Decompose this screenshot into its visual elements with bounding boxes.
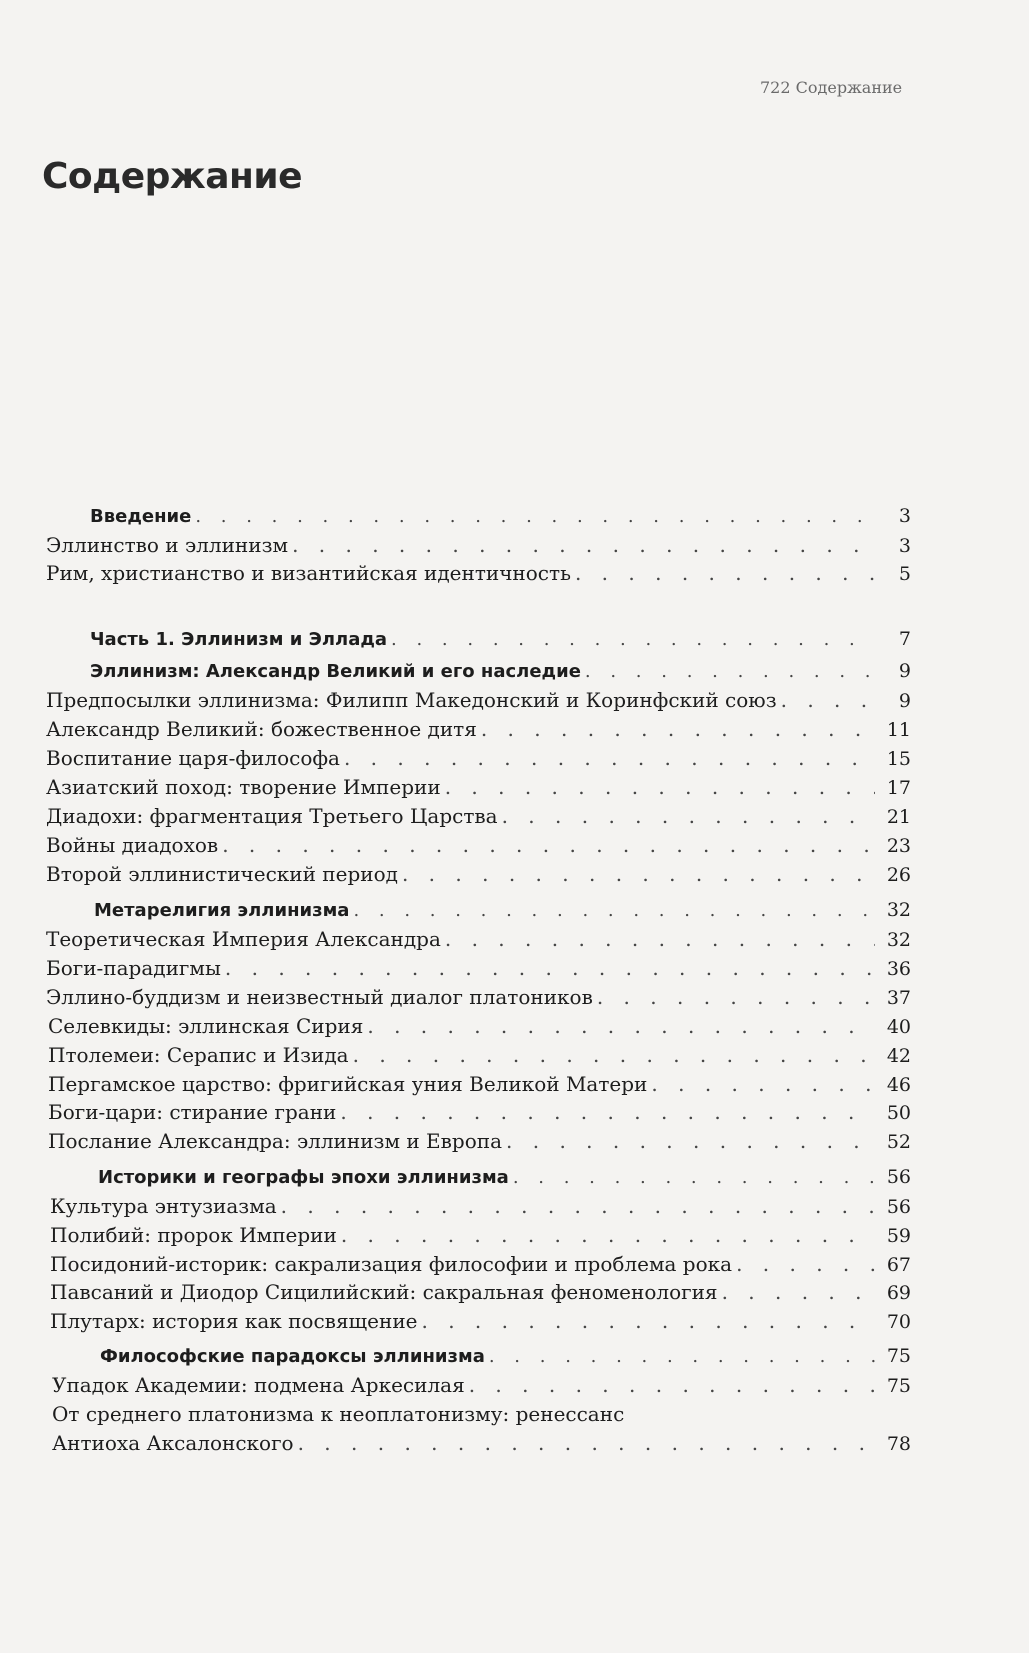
toc-entry-page: 59	[886, 1225, 911, 1247]
toc-entry[interactable]	[50, 1277, 911, 1307]
toc-entry-title: Александр Великий: божественное дитя	[46, 717, 477, 741]
dot-leader	[651, 1069, 875, 1099]
dot-leader	[298, 1428, 875, 1458]
toc-entry-title: Эллино-буддизм и неизвестный диалог платоников	[46, 985, 593, 1009]
toc-entry-page: 36	[886, 958, 911, 980]
dot-leader	[585, 657, 875, 687]
toc-entry[interactable]	[50, 1306, 911, 1336]
toc-entry-title: Рим, христианство и византийская идентичность	[46, 561, 571, 585]
dot-leader	[195, 502, 875, 532]
toc-entry-title: Эллинизм: Александр Великий и его наследие	[90, 661, 581, 682]
dot-leader	[489, 1342, 875, 1372]
toc-entry[interactable]	[46, 801, 911, 831]
toc-entry[interactable]	[46, 830, 911, 860]
toc-entry-page: 11	[886, 719, 911, 741]
toc-entry-page: 21	[886, 806, 911, 828]
toc-entry-title: Плутарх: история как посвящение	[50, 1309, 418, 1333]
toc-entry-page: 56	[886, 1166, 911, 1188]
toc-entry[interactable]	[46, 953, 911, 983]
toc-entry-title: От среднего платонизма к неоплатонизму: ренессанс	[52, 1402, 625, 1426]
toc-entry-page: 75	[886, 1375, 911, 1397]
toc-entry[interactable]	[46, 743, 911, 773]
toc-entry-title: Упадок Академии: подмена Аркесилая	[52, 1373, 465, 1397]
toc-entry[interactable]	[52, 1428, 911, 1458]
toc-entry[interactable]	[94, 895, 911, 925]
toc-entry-page: 32	[886, 899, 911, 921]
toc-entry[interactable]	[52, 1370, 911, 1400]
toc-entry-page: 56	[886, 1196, 911, 1218]
dot-leader	[367, 1011, 875, 1041]
toc-entry-page: 75	[886, 1345, 911, 1367]
toc-entry-title: Диадохи: фрагментация Третьего Царства	[46, 804, 498, 828]
toc-entry-title: Метарелигия эллинизма	[94, 900, 350, 921]
toc-entry-page: 67	[886, 1254, 911, 1276]
dot-leader	[222, 830, 875, 860]
toc-entry-page: 7	[898, 628, 911, 650]
toc-entry[interactable]	[46, 558, 911, 588]
toc-entry-title: Полибий: пророк Империи	[50, 1223, 337, 1247]
toc-entry[interactable]	[48, 1126, 911, 1156]
dot-leader	[736, 1249, 875, 1279]
dot-leader	[502, 801, 875, 831]
toc-entry-page: 9	[898, 690, 911, 712]
dot-leader	[781, 685, 875, 715]
toc-entry[interactable]	[48, 1097, 911, 1127]
toc-entry[interactable]	[100, 1341, 911, 1371]
toc-entry-title: Боги-цари: стирание грани	[48, 1100, 337, 1124]
toc-entry-title: Азиатский поход: творение Империи	[46, 775, 441, 799]
toc-entry-page: 69	[886, 1282, 911, 1304]
toc-entry-page: 3	[898, 505, 911, 527]
dot-leader	[469, 1370, 875, 1400]
dot-leader	[281, 1191, 875, 1221]
toc-entry-page: 26	[886, 864, 911, 886]
toc-entry-page: 9	[898, 660, 911, 682]
toc-entry[interactable]	[46, 772, 911, 802]
dot-leader	[722, 1277, 875, 1307]
toc-entry-page: 5	[898, 563, 911, 585]
toc-entry-title: Второй эллинистический период	[46, 862, 398, 886]
toc-entry-title: Селевкиды: эллинская Сирия	[48, 1014, 364, 1038]
toc-entry-page: 3	[898, 535, 911, 557]
toc-entry-page: 42	[886, 1045, 911, 1067]
toc-entry[interactable]	[46, 685, 911, 715]
toc-entry[interactable]	[48, 1040, 911, 1070]
toc-entry-title: Теоретическая Империя Александра	[46, 927, 441, 951]
page-title: Содержание	[42, 156, 303, 197]
toc-entry[interactable]	[50, 1220, 911, 1250]
dot-leader	[421, 1306, 875, 1336]
toc-entry-page: 40	[886, 1016, 911, 1038]
dot-leader	[481, 714, 875, 744]
toc-entry-page: 37	[886, 987, 911, 1009]
toc-entry-title: Введение	[90, 506, 192, 527]
toc-entry[interactable]	[46, 982, 911, 1012]
toc-entry-page: 46	[886, 1074, 911, 1096]
toc-entry-title: Посидоний-историк: сакрализация философии и проблема рока	[50, 1252, 733, 1276]
toc-entry[interactable]	[46, 714, 911, 744]
dot-leader	[391, 625, 875, 655]
dot-leader	[225, 953, 875, 983]
toc-entry-title: Антиоха Аксалонского	[52, 1431, 294, 1455]
toc-entry[interactable]	[98, 1162, 911, 1192]
dot-leader	[445, 772, 875, 802]
toc-entry[interactable]	[48, 1069, 911, 1099]
toc-entry-title: Послание Александра: эллинизм и Европа	[48, 1129, 503, 1153]
toc-entry[interactable]	[46, 924, 911, 954]
toc-entry-continued[interactable]	[52, 1399, 911, 1429]
toc-entry-title: Эллинство и эллинизм	[46, 533, 289, 557]
toc-entry-page: 15	[886, 748, 911, 770]
running-head: 722 Содержание	[760, 78, 903, 97]
toc-entry[interactable]	[50, 1249, 911, 1279]
dot-leader	[353, 1040, 875, 1070]
dot-leader	[513, 1163, 875, 1193]
toc-entry-page: 50	[886, 1102, 911, 1124]
dot-leader	[597, 982, 875, 1012]
toc-entry-title: Боги-парадигмы	[46, 956, 221, 980]
toc-entry-page: 17	[886, 777, 911, 799]
dot-leader	[353, 896, 875, 926]
toc-entry-title: Часть 1. Эллинизм и Эллада	[90, 629, 388, 650]
toc-entry[interactable]	[50, 1191, 911, 1221]
toc-entry[interactable]	[48, 1011, 911, 1041]
dot-leader	[292, 530, 875, 560]
dot-leader	[506, 1126, 875, 1156]
toc-entry-title: Войны диадохов	[46, 833, 219, 857]
toc-entry-page: 70	[886, 1311, 911, 1333]
dot-leader	[341, 1220, 875, 1250]
toc-entry[interactable]	[46, 859, 911, 889]
toc-entry-page: 52	[886, 1131, 911, 1153]
toc-entry-title: Историки и географы эпохи эллинизма	[98, 1167, 509, 1188]
toc-entry-page: 32	[886, 929, 911, 951]
dot-leader	[344, 743, 875, 773]
toc-entry-page: 23	[886, 835, 911, 857]
dot-leader	[445, 924, 875, 954]
toc-entry[interactable]	[46, 530, 911, 560]
toc-entry-title: Воспитание царя-философа	[46, 746, 340, 770]
toc-entry-title: Павсаний и Диодор Сицилийский: сакральная феноменология	[50, 1280, 718, 1304]
toc-entry-title: Философские парадоксы эллинизма	[100, 1346, 485, 1367]
toc-entry-page: 78	[886, 1433, 911, 1455]
toc-entry[interactable]	[90, 624, 911, 654]
toc-entry[interactable]	[90, 656, 911, 686]
toc-entry-title: Пергамское царство: фригийская уния Великой Матери	[48, 1072, 648, 1096]
toc-entry[interactable]	[90, 501, 911, 531]
dot-leader	[575, 558, 875, 588]
dot-leader	[340, 1097, 875, 1127]
toc-entry-title: Культура энтузиазма	[50, 1194, 277, 1218]
toc-entry-title: Птолемеи: Серапис и Изида	[48, 1043, 349, 1067]
dot-leader	[402, 859, 875, 889]
toc-entry-title: Предпосылки эллинизма: Филипп Македонский и Коринфский союз	[46, 688, 777, 712]
